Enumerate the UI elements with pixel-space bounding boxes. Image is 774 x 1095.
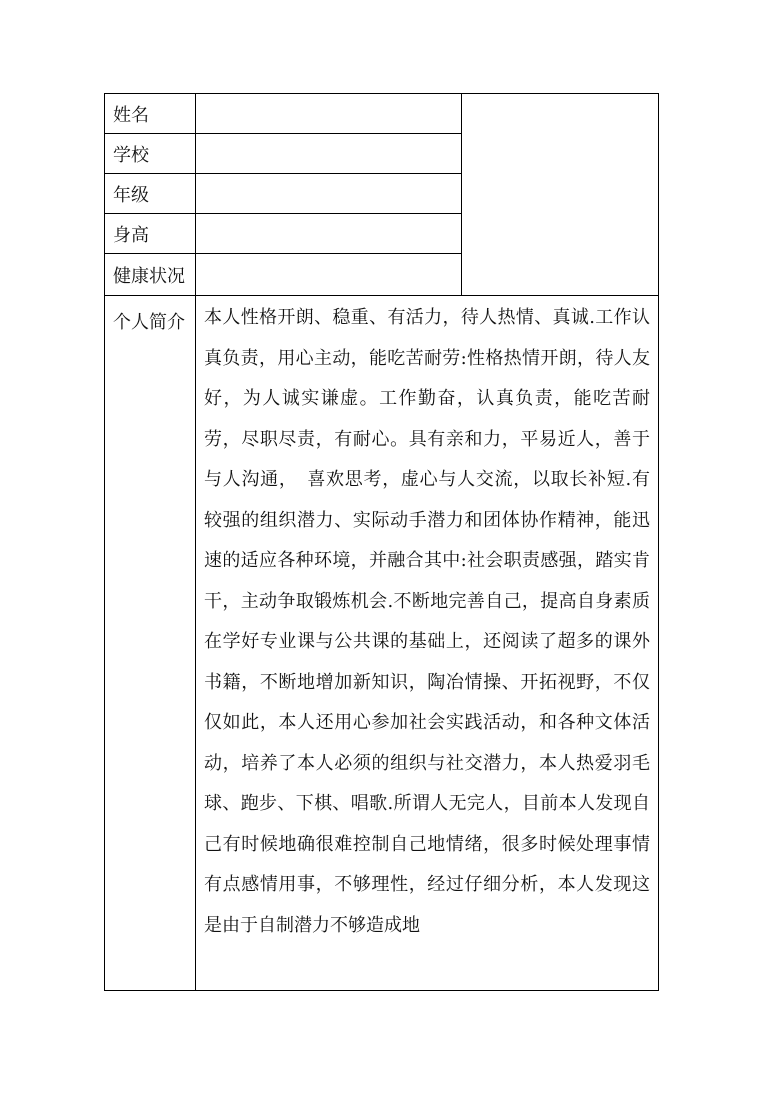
field-value-name[interactable] bbox=[196, 94, 462, 134]
field-label-school: 学校 bbox=[105, 134, 196, 174]
form-row-name bbox=[105, 94, 659, 134]
photo-box bbox=[462, 94, 659, 296]
intro-text[interactable]: 本人性格开朗、稳重、有活力，待人热情、真诚.工作认真负责，用心主动，能吃苦耐劳:性格热情开朗，待人友好，为人诚实谦虚。工作勤奋，认真负责，能吃苦耐劳，尽职尽责，有耐心。具有亲和力，平易近人，善于与人沟通， 喜欢思考，虚心与人交流，以取长补短.有较强的组织潜力、实际动手潜力和团体协作精神，能迅速的适应各种环境，并融合其中:社会职责感强，踏实肯干，主动争取锻炼机会.不断地完善自己，提高自身素质在学好专业课与公共课的基础上，还阅读了超多的课外书籍，不断地增加新知识，陶冶情操、开拓视野，不仅仅如此，本人还用心参加社会实践活动，和各种文体活动，培养了本人必须的组织与社交潜力，本人热爱羽毛球、跑步、下棋、唱歌.所谓人无完人，目前本人发现自己有时候地确很难控制自己地情绪，很多时候处理事情有点感情用事，不够理性，经过仔细分析，本人发现这是由于自制潜力不够造成地 bbox=[196, 296, 659, 991]
field-label-name: 姓名 bbox=[105, 94, 196, 134]
field-label-height: 身高 bbox=[105, 214, 196, 254]
field-value-school[interactable] bbox=[196, 134, 462, 174]
field-label-health: 健康状况 bbox=[105, 254, 196, 296]
personal-info-form bbox=[104, 93, 659, 991]
field-value-health[interactable] bbox=[196, 254, 462, 296]
field-label-grade: 年级 bbox=[105, 174, 196, 214]
field-value-height[interactable] bbox=[196, 214, 462, 254]
field-value-grade[interactable] bbox=[196, 174, 462, 214]
intro-label: 个人简介 bbox=[105, 296, 196, 991]
form-row-intro bbox=[105, 296, 659, 991]
